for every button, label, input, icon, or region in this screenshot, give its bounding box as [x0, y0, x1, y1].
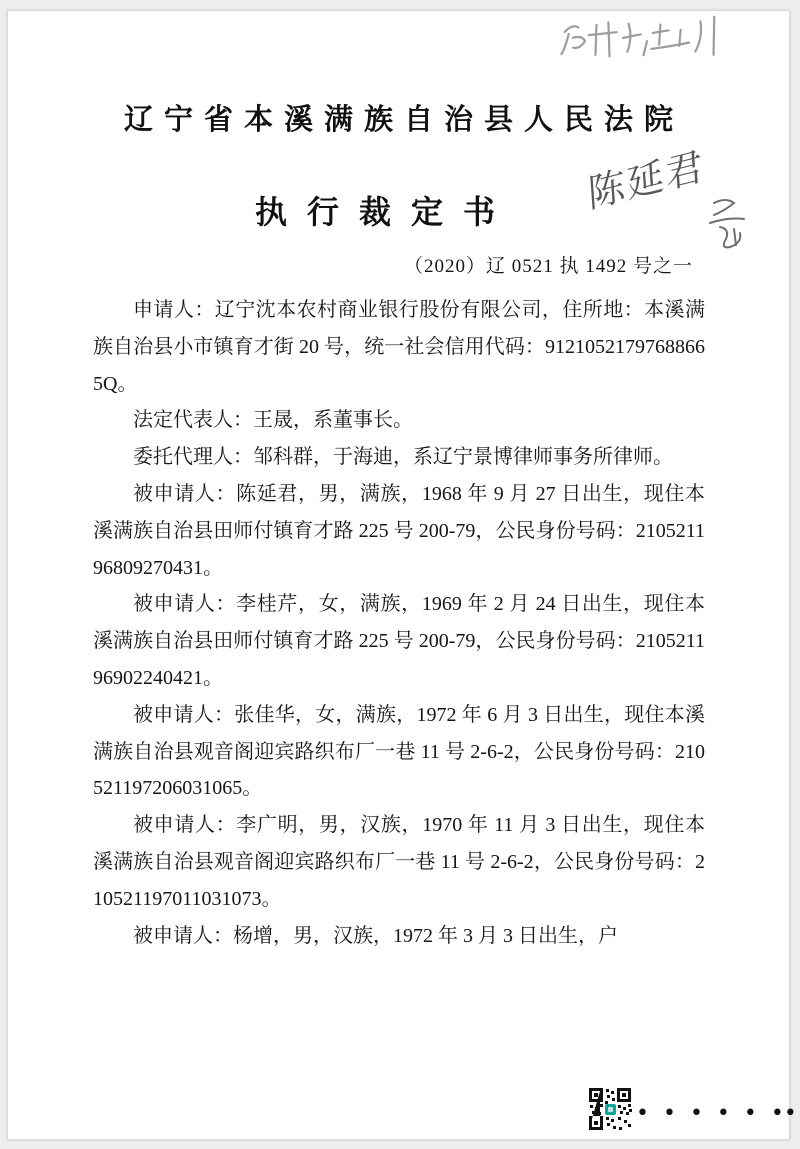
paragraph-respondent-1: 被申请人：陈延君，男，满族，1968 年 9 月 27 日出生，现住本溪满族自治县田师付镇育才路 225 号 200-79，公民身份号码：210521196809270431。	[93, 482, 705, 579]
qr-code	[588, 1087, 632, 1131]
document-title: 执行裁定书	[255, 194, 516, 230]
paragraph-respondent-4: 被申请人：李广明，男，汉族，1970 年 11 月 3 日出生，现住本溪满族自治县观音阁迎宾路织布厂一巷 11 号 2-6-2，公民身份号码：210521197011031073。	[93, 814, 705, 910]
paragraph-respondent-3: 被申请人：张佳华，女，满族，1972 年 6 月 3 日出生，现住本溪满族自治县观音阁迎宾路织布厂一巷 11 号 2-6-2，公民身份号码：210521197206031065。	[93, 703, 705, 800]
paragraph-legal-representative: 法定代表人：王晟，系董事长。	[133, 409, 413, 432]
paragraph-respondent-5-partial: 被申请人：杨增，男，汉族，1972 年 3 月 3 日出生，户	[133, 924, 618, 947]
handwritten-signature: 陈延君	[586, 145, 707, 217]
handwritten-note-scribble	[543, 11, 758, 69]
document-page	[7, 10, 797, 1140]
trailing-dots: • • • • • ••	[636, 1101, 797, 1126]
court-name: 辽宁省本溪满族自治县人民法院	[123, 104, 684, 136]
paragraph-respondent-2: 被申请人：李桂芹，女，满族，1969 年 2 月 24 日出生，现住本溪满族自治县田师付镇育才路 225 号 200-79，公民身份号码：210521196902240421。	[93, 593, 705, 689]
paragraph-applicant: 申请人：辽宁沈本农村商业银行股份有限公司，住所地：本溪满族自治县小市镇育才街 20 号，统一社会信用代码：91210521797688665Q。	[93, 299, 705, 395]
paragraph-entrusted-agents: 委托代理人：邹科群，于海迪，系辽宁景博律师事务所律师。	[133, 446, 673, 469]
document-body	[93, 292, 705, 954]
case-number: （2020）辽 0521 执 1492 号之一	[403, 256, 693, 277]
